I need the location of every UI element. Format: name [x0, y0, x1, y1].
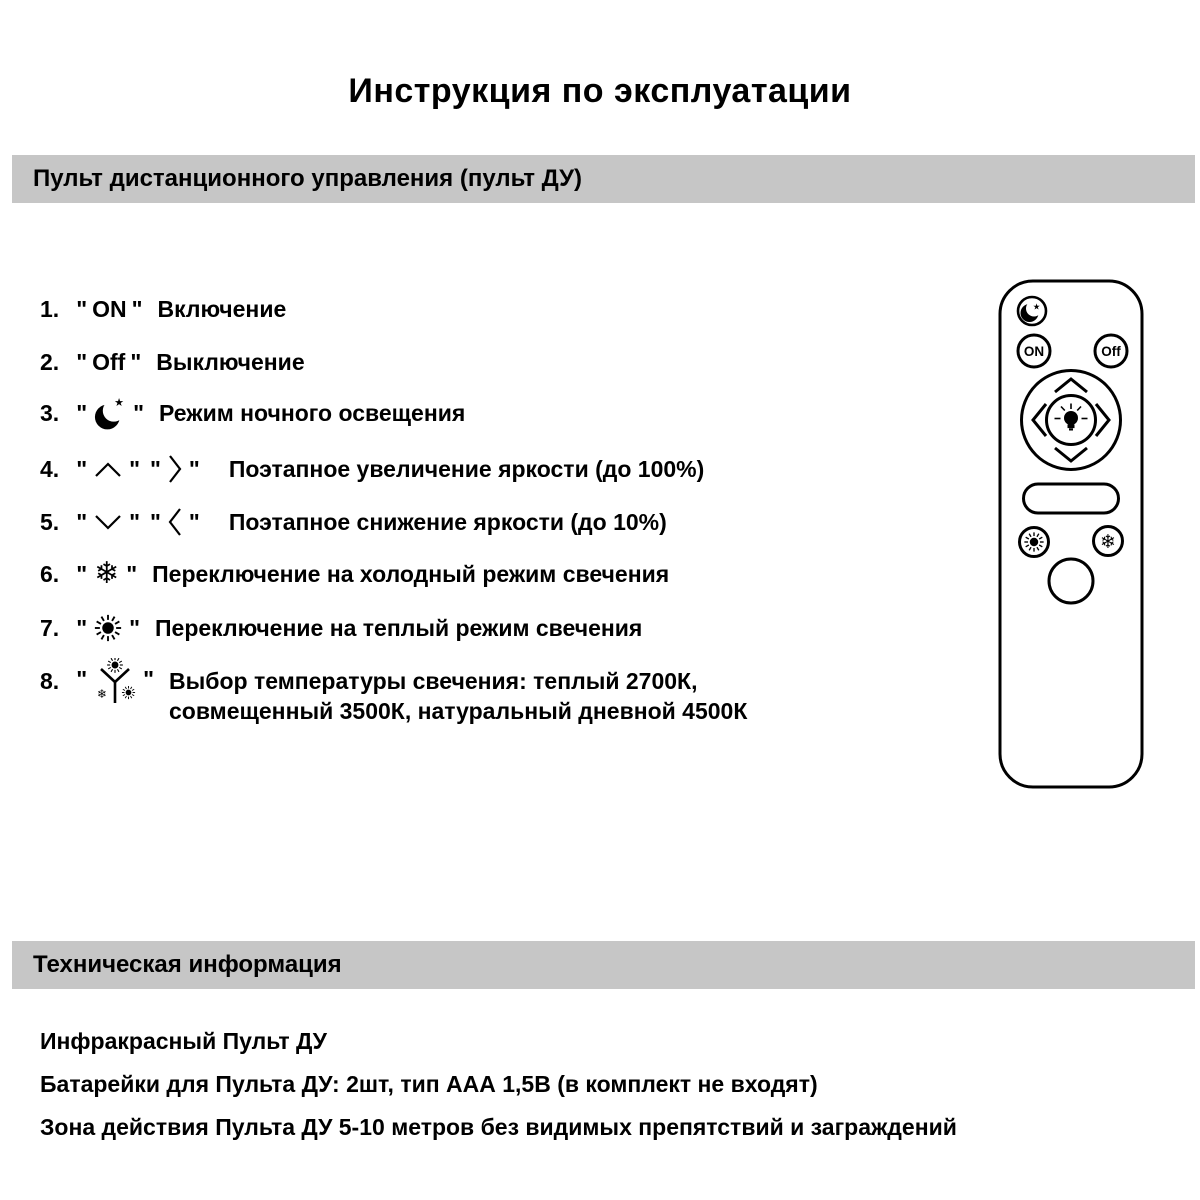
item-text: Поэтапное снижение яркости (до 10%): [228, 508, 667, 535]
tech-info-line: Зона действия Пульта ДУ 5-10 метров без видимых препятствий и заграждений: [40, 1114, 957, 1140]
quote-mark: ": [129, 614, 140, 641]
item-number: 1.: [40, 296, 60, 322]
item-text: Поэтапное увеличение яркости (до 100%): [228, 455, 705, 482]
quote-mark: ": [129, 455, 140, 482]
quote-mark: ": [126, 560, 138, 587]
chevron-right-icon: [166, 452, 184, 486]
quote-mark: ": [130, 349, 142, 375]
quote-mark: ": [76, 296, 88, 322]
chevron-left-icon: [166, 505, 184, 539]
item-text: Выключение: [156, 349, 305, 375]
quote-mark: ": [76, 399, 88, 426]
quote-mark: ": [76, 508, 88, 535]
section-header-tech: [12, 941, 1195, 989]
list-item-temperature-select: [40, 666, 747, 726]
tech-info-line: Батарейки для Пульта ДУ: 2шт, тип ААА 1,5В (в комплект не входят): [40, 1071, 818, 1097]
chevron-down-icon: [92, 511, 124, 533]
temperature-select-icon: [92, 658, 138, 706]
list-item-brightness-up: [40, 452, 704, 486]
quote-mark: ": [76, 349, 88, 375]
item-number: 2.: [40, 349, 60, 375]
list-item-brightness-down: [40, 505, 667, 539]
quote-mark: ": [188, 455, 200, 482]
svg-text:★: ★: [114, 397, 125, 409]
on-label: ON: [92, 296, 127, 322]
page-title: Инструкция по эксплуатации: [348, 72, 852, 110]
item-number: 8.: [40, 668, 60, 694]
quote-mark: ": [188, 508, 200, 535]
section-header-remote: [12, 155, 1195, 203]
item-number: 6.: [40, 560, 60, 587]
quote-mark: ": [76, 455, 88, 482]
item-text: Переключение на холодный режим свечения: [152, 560, 670, 587]
quote-mark: ": [76, 560, 88, 587]
item-number: 4.: [40, 455, 60, 482]
list-item-warm-mode: [40, 612, 642, 644]
item-number: 5.: [40, 508, 60, 535]
quote-mark: ": [131, 296, 143, 322]
moon-icon: [92, 394, 128, 432]
svg-text:★: ★: [1032, 301, 1041, 312]
quote-mark: ": [143, 666, 154, 692]
section-header-remote-label: Пульт дистанционного управления (пульт ДУ): [33, 165, 582, 192]
sun-icon: [92, 612, 124, 644]
list-item-cold-mode: [40, 559, 669, 589]
remote-illustration: [998, 279, 1144, 791]
svg-text:❄: ❄: [97, 687, 108, 701]
item-number: 7.: [40, 614, 60, 641]
item-text: Переключение на теплый режим свечения: [155, 614, 643, 641]
off-label: Off: [1101, 344, 1121, 359]
quote-mark: ": [76, 614, 88, 641]
item-text: Выбор температуры свечения: теплый 2700К, совмещенный 3500К, натуральный дневной 4500К: [169, 668, 748, 724]
quote-mark: ": [150, 455, 161, 482]
quote-mark: ": [133, 399, 144, 426]
section-header-tech-label: Техническая информация: [33, 951, 342, 978]
item-text: Включение: [157, 296, 287, 322]
quote-mark: ": [150, 508, 161, 535]
item-text: Режим ночного освещения: [159, 399, 466, 426]
list-item-on: [40, 296, 286, 323]
snowflake-icon: ❄: [1100, 532, 1116, 553]
list-item-night-mode: [40, 394, 465, 432]
list-item-off: [40, 349, 305, 376]
chevron-up-icon: [92, 458, 124, 480]
item-number: 3.: [40, 399, 60, 426]
quote-mark: ": [129, 508, 140, 535]
tech-info-line: Инфракрасный Пульт ДУ: [40, 1028, 327, 1054]
on-label: ON: [1023, 344, 1045, 359]
quote-mark: ": [76, 666, 88, 692]
off-label: Off: [92, 349, 126, 375]
snowflake-icon: ❄: [94, 557, 120, 590]
